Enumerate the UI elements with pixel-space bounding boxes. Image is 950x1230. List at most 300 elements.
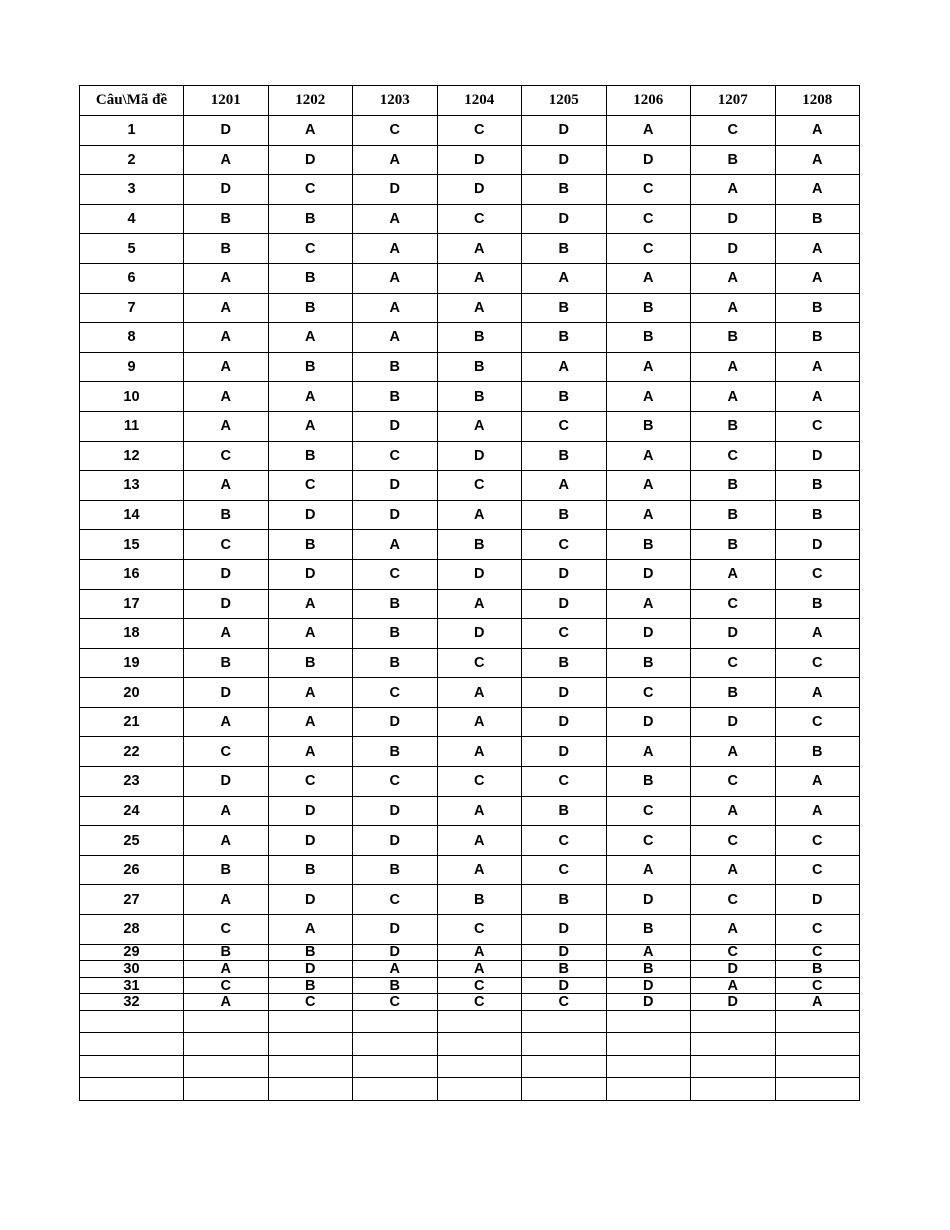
- question-number: 21: [80, 707, 184, 737]
- answer-cell: A: [775, 263, 860, 293]
- answer-cell: C: [606, 826, 691, 856]
- empty-cell: [268, 1011, 353, 1033]
- table-row: [80, 352, 860, 382]
- answer-cell: D: [522, 204, 607, 234]
- table-row: [80, 293, 860, 323]
- answer-cell: B: [184, 500, 269, 530]
- answer-cell: A: [775, 145, 860, 175]
- answer-cell: A: [268, 915, 353, 945]
- answer-cell: D: [353, 175, 438, 205]
- answer-key-table: [79, 85, 860, 1101]
- table-row: [80, 411, 860, 441]
- answer-cell: A: [353, 293, 438, 323]
- answer-cell: D: [268, 500, 353, 530]
- answer-cell: A: [691, 737, 776, 767]
- table-row: [80, 648, 860, 678]
- question-number: 11: [80, 411, 184, 441]
- question-number: 14: [80, 500, 184, 530]
- answer-cell: B: [691, 471, 776, 501]
- table-row: [80, 559, 860, 589]
- answer-cell: C: [775, 411, 860, 441]
- empty-cell: [353, 1078, 438, 1100]
- answer-cell: B: [691, 411, 776, 441]
- answer-cell: C: [775, 915, 860, 945]
- answer-cell: C: [184, 530, 269, 560]
- answer-cell: A: [606, 116, 691, 146]
- answer-cell: A: [184, 826, 269, 856]
- question-number: 18: [80, 619, 184, 649]
- question-number: 27: [80, 885, 184, 915]
- answer-cell: B: [353, 855, 438, 885]
- exam-code-header: 1206: [606, 86, 691, 116]
- answer-cell: A: [437, 961, 522, 978]
- answer-cell: A: [522, 263, 607, 293]
- exam-code-header: 1204: [437, 86, 522, 116]
- question-number: 6: [80, 263, 184, 293]
- answer-cell: D: [353, 707, 438, 737]
- answer-cell: C: [437, 994, 522, 1011]
- answer-cell: D: [606, 707, 691, 737]
- answer-cell: B: [606, 648, 691, 678]
- answer-cell: C: [691, 441, 776, 471]
- answer-cell: C: [268, 471, 353, 501]
- question-number: 17: [80, 589, 184, 619]
- answer-cell: B: [775, 500, 860, 530]
- answer-cell: C: [606, 678, 691, 708]
- answer-cell: A: [437, 589, 522, 619]
- answer-cell: C: [691, 116, 776, 146]
- answer-cell: B: [775, 737, 860, 767]
- answer-cell: D: [606, 559, 691, 589]
- answer-cell: C: [437, 471, 522, 501]
- empty-cell: [775, 1033, 860, 1055]
- empty-cell: [522, 1033, 607, 1055]
- answer-cell: C: [268, 994, 353, 1011]
- answer-cell: B: [268, 293, 353, 323]
- answer-cell: B: [691, 530, 776, 560]
- table-row: [80, 994, 860, 1011]
- question-number: 22: [80, 737, 184, 767]
- exam-code-header: 1205: [522, 86, 607, 116]
- empty-cell: [775, 1055, 860, 1077]
- answer-cell: D: [522, 737, 607, 767]
- answer-cell: D: [606, 145, 691, 175]
- answer-cell: A: [184, 293, 269, 323]
- answer-cell: D: [691, 619, 776, 649]
- answer-cell: C: [775, 559, 860, 589]
- empty-cell: [522, 1078, 607, 1100]
- empty-cell: [268, 1033, 353, 1055]
- empty-row: [80, 1033, 860, 1055]
- empty-cell: [353, 1055, 438, 1077]
- answer-cell: C: [522, 826, 607, 856]
- answer-cell: B: [268, 944, 353, 961]
- answer-cell: C: [775, 826, 860, 856]
- question-number: 16: [80, 559, 184, 589]
- answer-cell: A: [775, 116, 860, 146]
- answer-cell: A: [184, 619, 269, 649]
- answer-cell: A: [268, 707, 353, 737]
- answer-cell: B: [268, 648, 353, 678]
- answer-cell: D: [353, 944, 438, 961]
- answer-cell: B: [353, 977, 438, 994]
- empty-cell: [268, 1078, 353, 1100]
- exam-code-header: 1203: [353, 86, 438, 116]
- answer-cell: A: [606, 855, 691, 885]
- answer-cell: A: [691, 855, 776, 885]
- answer-cell: A: [606, 589, 691, 619]
- answer-cell: D: [353, 471, 438, 501]
- answer-cell: D: [184, 559, 269, 589]
- answer-cell: C: [691, 589, 776, 619]
- table-row: [80, 678, 860, 708]
- answer-cell: A: [184, 994, 269, 1011]
- answer-cell: C: [353, 994, 438, 1011]
- answer-cell: A: [268, 589, 353, 619]
- empty-cell: [80, 1011, 184, 1033]
- empty-cell: [353, 1033, 438, 1055]
- answer-cell: C: [353, 678, 438, 708]
- answer-cell: B: [353, 737, 438, 767]
- answer-cell: A: [437, 707, 522, 737]
- empty-cell: [606, 1011, 691, 1033]
- answer-cell: C: [437, 648, 522, 678]
- empty-cell: [184, 1033, 269, 1055]
- question-number: 32: [80, 994, 184, 1011]
- answer-cell: D: [184, 678, 269, 708]
- question-number: 25: [80, 826, 184, 856]
- answer-cell: D: [522, 944, 607, 961]
- answer-cell: C: [522, 767, 607, 797]
- answer-cell: A: [268, 323, 353, 353]
- question-number: 13: [80, 471, 184, 501]
- answer-cell: D: [522, 707, 607, 737]
- table-row: [80, 826, 860, 856]
- answer-cell: B: [184, 234, 269, 264]
- answer-cell: D: [437, 145, 522, 175]
- empty-cell: [606, 1078, 691, 1100]
- answer-cell: A: [775, 994, 860, 1011]
- empty-cell: [268, 1055, 353, 1077]
- question-number: 19: [80, 648, 184, 678]
- answer-cell: C: [437, 116, 522, 146]
- answer-cell: A: [184, 707, 269, 737]
- answer-cell: C: [184, 441, 269, 471]
- empty-cell: [691, 1033, 776, 1055]
- answer-cell: C: [184, 977, 269, 994]
- question-number: 9: [80, 352, 184, 382]
- table-row: [80, 915, 860, 945]
- answer-cell: A: [184, 382, 269, 412]
- answer-cell: B: [606, 961, 691, 978]
- table-row: [80, 234, 860, 264]
- answer-cell: A: [268, 411, 353, 441]
- answer-cell: B: [606, 915, 691, 945]
- answer-cell: A: [184, 411, 269, 441]
- answer-cell: C: [522, 530, 607, 560]
- answer-cell: A: [775, 382, 860, 412]
- answer-cell: A: [353, 263, 438, 293]
- empty-cell: [437, 1033, 522, 1055]
- answer-cell: A: [353, 204, 438, 234]
- answer-cell: C: [437, 204, 522, 234]
- answer-cell: A: [606, 441, 691, 471]
- answer-cell: D: [522, 589, 607, 619]
- answer-cell: A: [691, 977, 776, 994]
- table-row: [80, 175, 860, 205]
- answer-cell: B: [775, 323, 860, 353]
- answer-cell: C: [522, 619, 607, 649]
- answer-cell: B: [522, 885, 607, 915]
- answer-cell: A: [775, 767, 860, 797]
- answer-cell: B: [522, 382, 607, 412]
- answer-cell: C: [691, 648, 776, 678]
- question-number: 29: [80, 944, 184, 961]
- answer-cell: B: [437, 530, 522, 560]
- answer-cell: A: [184, 796, 269, 826]
- answer-cell: B: [606, 293, 691, 323]
- answer-cell: C: [184, 737, 269, 767]
- exam-code-header: 1207: [691, 86, 776, 116]
- answer-cell: A: [353, 530, 438, 560]
- answer-cell: A: [606, 737, 691, 767]
- answer-cell: C: [353, 441, 438, 471]
- answer-cell: A: [268, 382, 353, 412]
- answer-cell: B: [353, 589, 438, 619]
- answer-cell: D: [691, 961, 776, 978]
- answer-cell: C: [606, 175, 691, 205]
- answer-cell: A: [775, 678, 860, 708]
- empty-row: [80, 1055, 860, 1077]
- answer-cell: B: [522, 500, 607, 530]
- answer-cell: A: [606, 382, 691, 412]
- answer-cell: A: [437, 234, 522, 264]
- answer-cell: A: [437, 855, 522, 885]
- answer-cell: A: [437, 737, 522, 767]
- answer-cell: C: [775, 648, 860, 678]
- answer-cell: A: [184, 885, 269, 915]
- answer-cell: C: [606, 204, 691, 234]
- exam-code-header: 1208: [775, 86, 860, 116]
- answer-cell: D: [437, 619, 522, 649]
- answer-cell: D: [268, 559, 353, 589]
- header-row: [80, 86, 860, 116]
- question-number: 10: [80, 382, 184, 412]
- empty-cell: [775, 1078, 860, 1100]
- table-row: [80, 500, 860, 530]
- answer-cell: D: [353, 826, 438, 856]
- answer-cell: B: [184, 944, 269, 961]
- answer-cell: B: [268, 530, 353, 560]
- answer-cell: A: [437, 500, 522, 530]
- answer-cell: C: [606, 796, 691, 826]
- empty-cell: [775, 1011, 860, 1033]
- answer-cell: B: [353, 352, 438, 382]
- question-number: 7: [80, 293, 184, 323]
- answer-cell: C: [437, 977, 522, 994]
- answer-cell: C: [775, 855, 860, 885]
- answer-cell: B: [522, 796, 607, 826]
- answer-cell: C: [775, 707, 860, 737]
- answer-cell: A: [691, 263, 776, 293]
- empty-cell: [606, 1033, 691, 1055]
- answer-cell: B: [268, 441, 353, 471]
- answer-cell: A: [268, 737, 353, 767]
- answer-cell: C: [353, 559, 438, 589]
- answer-cell: C: [691, 826, 776, 856]
- answer-cell: C: [522, 411, 607, 441]
- question-number: 5: [80, 234, 184, 264]
- answer-cell: A: [606, 263, 691, 293]
- answer-cell: B: [691, 323, 776, 353]
- answer-cell: B: [775, 961, 860, 978]
- answer-cell: C: [775, 977, 860, 994]
- corner-label: Câu\Mã đề: [80, 86, 184, 116]
- answer-cell: D: [691, 994, 776, 1011]
- answer-cell: B: [522, 293, 607, 323]
- answer-cell: D: [437, 175, 522, 205]
- table-row: [80, 707, 860, 737]
- answer-cell: A: [775, 796, 860, 826]
- answer-cell: B: [437, 323, 522, 353]
- empty-cell: [80, 1055, 184, 1077]
- table-row: [80, 323, 860, 353]
- answer-cell: A: [691, 796, 776, 826]
- answer-cell: A: [691, 559, 776, 589]
- answer-cell: B: [522, 234, 607, 264]
- answer-cell: D: [606, 977, 691, 994]
- empty-cell: [691, 1011, 776, 1033]
- answer-cell: D: [353, 796, 438, 826]
- answer-cell: A: [522, 352, 607, 382]
- empty-cell: [80, 1033, 184, 1055]
- answer-cell: A: [437, 826, 522, 856]
- question-number: 23: [80, 767, 184, 797]
- answer-cell: B: [184, 204, 269, 234]
- answer-cell: D: [353, 411, 438, 441]
- question-number: 2: [80, 145, 184, 175]
- answer-cell: A: [437, 796, 522, 826]
- answer-cell: B: [184, 855, 269, 885]
- answer-cell: D: [522, 559, 607, 589]
- answer-cell: A: [268, 116, 353, 146]
- empty-cell: [184, 1011, 269, 1033]
- answer-cell: A: [691, 175, 776, 205]
- answer-cell: A: [775, 352, 860, 382]
- answer-cell: D: [606, 994, 691, 1011]
- answer-cell: D: [184, 116, 269, 146]
- answer-cell: A: [353, 323, 438, 353]
- answer-cell: B: [268, 855, 353, 885]
- answer-cell: D: [437, 441, 522, 471]
- question-number: 30: [80, 961, 184, 978]
- answer-cell: D: [522, 977, 607, 994]
- answer-cell: A: [606, 352, 691, 382]
- table-row: [80, 471, 860, 501]
- question-number: 15: [80, 530, 184, 560]
- answer-cell: C: [437, 915, 522, 945]
- answer-cell: B: [184, 648, 269, 678]
- question-number: 1: [80, 116, 184, 146]
- answer-cell: C: [522, 855, 607, 885]
- answer-cell: A: [606, 471, 691, 501]
- question-number: 20: [80, 678, 184, 708]
- answer-cell: B: [268, 263, 353, 293]
- answer-cell: D: [775, 885, 860, 915]
- answer-cell: D: [353, 500, 438, 530]
- table-row: [80, 204, 860, 234]
- answer-cell: A: [437, 263, 522, 293]
- answer-cell: D: [268, 826, 353, 856]
- answer-cell: C: [184, 915, 269, 945]
- answer-cell: A: [606, 500, 691, 530]
- empty-row: [80, 1078, 860, 1100]
- answer-cell: A: [691, 915, 776, 945]
- answer-cell: A: [184, 352, 269, 382]
- answer-cell: D: [184, 767, 269, 797]
- exam-code-header: 1201: [184, 86, 269, 116]
- answer-cell: D: [691, 204, 776, 234]
- answer-cell: B: [522, 175, 607, 205]
- empty-cell: [80, 1078, 184, 1100]
- answer-cell: A: [268, 678, 353, 708]
- answer-cell: B: [606, 323, 691, 353]
- answer-cell: A: [691, 382, 776, 412]
- table-row: [80, 441, 860, 471]
- question-number: 28: [80, 915, 184, 945]
- answer-cell: B: [437, 352, 522, 382]
- answer-cell: A: [522, 471, 607, 501]
- answer-cell: D: [353, 915, 438, 945]
- answer-rows: [80, 116, 860, 1101]
- table-row: [80, 961, 860, 978]
- answer-cell: A: [353, 961, 438, 978]
- answer-cell: D: [268, 885, 353, 915]
- answer-cell: C: [691, 885, 776, 915]
- answer-cell: D: [775, 441, 860, 471]
- answer-cell: C: [775, 944, 860, 961]
- table-row: [80, 530, 860, 560]
- question-number: 31: [80, 977, 184, 994]
- answer-cell: B: [691, 145, 776, 175]
- empty-row: [80, 1011, 860, 1033]
- question-number: 3: [80, 175, 184, 205]
- answer-cell: A: [184, 961, 269, 978]
- empty-cell: [606, 1055, 691, 1077]
- answer-cell: D: [775, 530, 860, 560]
- empty-cell: [437, 1078, 522, 1100]
- empty-cell: [691, 1078, 776, 1100]
- answer-cell: A: [691, 352, 776, 382]
- answer-cell: A: [184, 263, 269, 293]
- answer-cell: D: [437, 559, 522, 589]
- table-row: [80, 589, 860, 619]
- answer-cell: A: [775, 234, 860, 264]
- answer-cell: D: [268, 145, 353, 175]
- question-number: 12: [80, 441, 184, 471]
- answer-cell: B: [606, 411, 691, 441]
- answer-cell: A: [437, 678, 522, 708]
- answer-cell: C: [691, 944, 776, 961]
- answer-cell: A: [437, 293, 522, 323]
- table-row: [80, 885, 860, 915]
- answer-cell: A: [775, 619, 860, 649]
- answer-cell: B: [606, 530, 691, 560]
- answer-cell: A: [184, 323, 269, 353]
- answer-cell: C: [522, 994, 607, 1011]
- table-row: [80, 796, 860, 826]
- answer-cell: D: [522, 678, 607, 708]
